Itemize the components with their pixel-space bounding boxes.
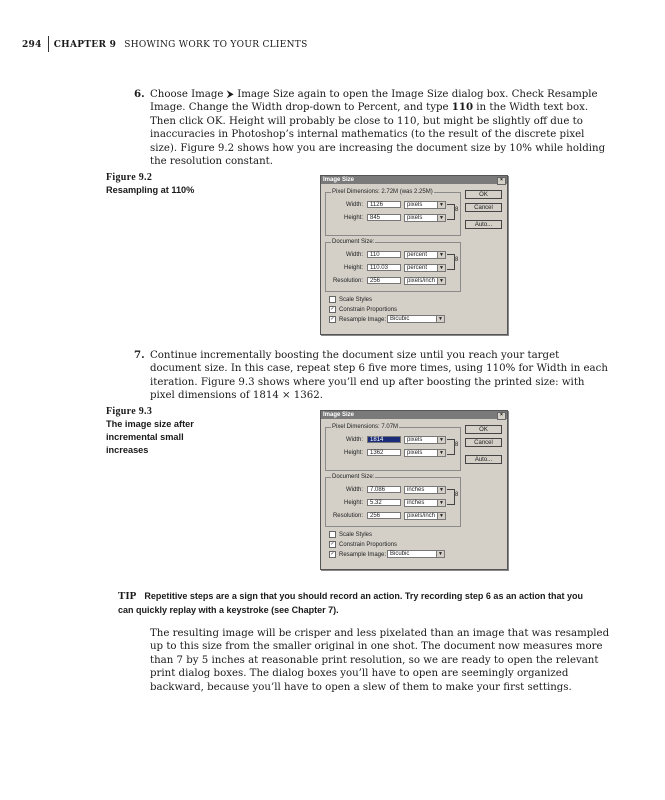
chevron-down-icon: ▼ bbox=[437, 500, 445, 506]
link-bracket bbox=[447, 204, 455, 220]
resample-method-select[interactable] bbox=[387, 550, 445, 558]
resample-label: Resample Image: bbox=[339, 551, 387, 558]
dialog-title-bar bbox=[321, 176, 507, 184]
step-6-text-b: in the Width text box. Then click OK. Height will probably be close to 110, but might be slightly off due to inaccuracies in Photoshop’s internal mathematics (to the result of the discrete pixel size). Figure 9.2 shows how you are increasing the document size by 10% while holding the resolution constant. bbox=[150, 102, 606, 168]
step-7-number: 7. bbox=[134, 349, 145, 361]
resample-checkbox[interactable] bbox=[329, 316, 386, 323]
resolution-input[interactable]: 256 bbox=[367, 277, 401, 284]
resolution-unit-value: pixels/inch bbox=[407, 513, 436, 519]
link-bracket bbox=[447, 254, 455, 270]
constrain-label: Constrain Proportions bbox=[339, 306, 398, 313]
height-unit-value: pixels bbox=[407, 215, 423, 221]
chevron-down-icon: ▼ bbox=[437, 437, 445, 443]
chevron-down-icon: ▼ bbox=[437, 215, 445, 221]
pixel-dimensions-label: Pixel Dimensions: 2.72M (was 2.25M) bbox=[332, 189, 433, 195]
chain-icon: 8 bbox=[455, 442, 459, 448]
chevron-down-icon: ▼ bbox=[437, 202, 445, 208]
chevron-down-icon: ▼ bbox=[437, 252, 445, 258]
close-icon[interactable]: × bbox=[497, 412, 506, 420]
chevron-down-icon: ▼ bbox=[436, 316, 444, 322]
width-unit-select[interactable] bbox=[404, 201, 446, 209]
dialog-title-bar bbox=[321, 411, 507, 419]
ok-button[interactable]: OK bbox=[465, 425, 502, 434]
resolution-unit-value: pixels/inch bbox=[407, 278, 436, 284]
figure-caption: The image size after incremental small increases bbox=[106, 419, 194, 455]
document-size-label: Document Size: bbox=[332, 239, 375, 245]
step-6-number: 6. bbox=[134, 88, 145, 100]
resample-label: Resample Image: bbox=[339, 316, 387, 323]
figure-caption: Resampling at 110% bbox=[106, 185, 195, 195]
page-number: 294 bbox=[22, 40, 42, 50]
chevron-down-icon: ▼ bbox=[436, 551, 444, 557]
chevron-down-icon: ▼ bbox=[437, 278, 445, 284]
height-unit-select[interactable] bbox=[404, 214, 446, 222]
doc-width-input[interactable]: 7.086 bbox=[367, 486, 401, 493]
width-unit-value: pixels bbox=[407, 202, 423, 208]
step-6-value: 110 bbox=[451, 101, 474, 114]
figure-label: Figure 9.2 bbox=[106, 172, 153, 183]
step-6-paragraph bbox=[134, 88, 610, 168]
link-bracket bbox=[447, 439, 455, 455]
checkbox-empty bbox=[329, 531, 336, 538]
width-label: Width: bbox=[345, 437, 363, 443]
scale-styles-checkbox[interactable] bbox=[329, 296, 372, 303]
doc-width-input[interactable]: 110 bbox=[367, 251, 401, 258]
pixel-dimensions-label: Pixel Dimensions: 7.07M bbox=[332, 424, 399, 430]
resolution-unit-select[interactable] bbox=[404, 277, 446, 285]
doc-height-label: Height: bbox=[343, 500, 363, 506]
scale-styles-checkbox[interactable] bbox=[329, 531, 372, 538]
header-divider bbox=[48, 36, 49, 52]
tip-text: Repetitive steps are a sign that you should record an action. Try recording step 6 as an action that you can quickly replay with a keystroke (see Chapter 7). bbox=[118, 591, 583, 615]
chevron-down-icon: ▼ bbox=[437, 487, 445, 493]
doc-height-input[interactable]: 110.03 bbox=[367, 264, 401, 271]
chevron-down-icon: ▼ bbox=[437, 513, 445, 519]
chain-icon: 8 bbox=[455, 492, 459, 498]
checkmark-icon: ✓ bbox=[330, 541, 335, 547]
height-input[interactable]: 1362 bbox=[367, 449, 401, 456]
chapter-title: SHOWING WORK TO YOUR CLIENTS bbox=[124, 40, 308, 50]
figure-9-3-caption bbox=[106, 405, 211, 457]
step-7-text: Continue incrementally boosting the document size until you reach your target document size. In this case, repeat step 6 five more times, using 110% for Width in each iteration. Figure 9.3 shows where you’ll end up after boosting the printed size: with pixel dimensions of 1814 × 1362. bbox=[150, 350, 608, 402]
image-size-dialog-2 bbox=[320, 410, 508, 570]
resample-method-value: Bicubic bbox=[390, 551, 410, 557]
figure-9-2-caption bbox=[106, 171, 211, 197]
scale-styles-label: Scale Styles bbox=[339, 296, 373, 303]
checkmark-icon: ✓ bbox=[330, 316, 335, 322]
running-header bbox=[22, 37, 308, 53]
figure-label: Figure 9.3 bbox=[106, 406, 153, 417]
chain-icon: 8 bbox=[455, 257, 459, 263]
step-7-paragraph bbox=[134, 349, 610, 403]
doc-width-label: Width: bbox=[345, 252, 363, 258]
doc-width-unit-select[interactable] bbox=[404, 251, 446, 259]
resample-checkbox[interactable] bbox=[329, 551, 386, 558]
close-icon[interactable]: × bbox=[497, 177, 506, 185]
width-unit-select[interactable] bbox=[404, 436, 446, 444]
width-unit-value: pixels bbox=[407, 437, 423, 443]
resolution-unit-select[interactable] bbox=[404, 512, 446, 520]
cancel-button[interactable]: Cancel bbox=[465, 438, 502, 447]
scale-styles-label: Scale Styles bbox=[339, 531, 373, 538]
doc-height-unit-select[interactable] bbox=[404, 264, 446, 272]
step-6-text-a: Choose Image ⮞ Image Size again to open the Image Size dialog box. Check Resample Image. Change the Width drop-down to Percent, and type bbox=[150, 89, 598, 114]
chapter-label: CHAPTER 9 bbox=[53, 40, 117, 50]
link-bracket bbox=[447, 489, 455, 505]
height-unit-select[interactable] bbox=[404, 449, 446, 457]
document-size-label: Document Size: bbox=[332, 474, 375, 480]
doc-height-unit-value: percent bbox=[407, 265, 428, 271]
height-label: Height: bbox=[343, 450, 363, 456]
auto-button[interactable]: Auto... bbox=[465, 455, 502, 464]
chain-icon: 8 bbox=[455, 207, 459, 213]
auto-button[interactable]: Auto... bbox=[465, 220, 502, 229]
ok-button[interactable]: OK bbox=[465, 190, 502, 199]
resample-method-select[interactable] bbox=[387, 315, 445, 323]
resolution-input[interactable]: 256 bbox=[367, 512, 401, 519]
width-input[interactable]: 1126 bbox=[367, 201, 401, 208]
resolution-label: Resolution: bbox=[332, 513, 363, 519]
checkmark-icon: ✓ bbox=[330, 551, 335, 557]
image-size-dialog-1 bbox=[320, 175, 508, 335]
tip-label: TIP bbox=[118, 590, 137, 602]
width-input[interactable]: 1814 bbox=[367, 436, 401, 443]
width-label: Width: bbox=[345, 202, 363, 208]
chevron-down-icon: ▼ bbox=[437, 265, 445, 271]
doc-height-label: Height: bbox=[343, 265, 363, 271]
tip-box bbox=[118, 589, 588, 617]
constrain-label: Constrain Proportions bbox=[339, 541, 398, 548]
cancel-button[interactable]: Cancel bbox=[465, 203, 502, 212]
height-input[interactable]: 845 bbox=[367, 214, 401, 221]
chevron-down-icon: ▼ bbox=[437, 450, 445, 456]
height-label: Height: bbox=[343, 215, 363, 221]
doc-width-label: Width: bbox=[345, 487, 363, 493]
checkmark-icon: ✓ bbox=[330, 306, 335, 312]
closing-paragraph: The resulting image will be crisper and less pixelated than an image that was resampled up to this size from the smaller original in one shot. The document now measures more than 7 by 5 inches at reasonable print resolution, so we are ready to open the relevant print dialog boxes. The dialog boxes you’ll have to open are seemingly organized backward, because you’ll have to open a slew of them to make your first settings. bbox=[150, 628, 610, 693]
doc-height-unit-select[interactable] bbox=[404, 499, 446, 507]
constrain-checkbox[interactable] bbox=[329, 541, 397, 548]
doc-width-unit-select[interactable] bbox=[404, 486, 446, 494]
doc-width-unit-value: inches bbox=[407, 487, 425, 493]
resample-method-value: Bicubic bbox=[390, 316, 410, 322]
doc-height-input[interactable]: 5.32 bbox=[367, 499, 401, 506]
doc-width-unit-value: percent bbox=[407, 252, 428, 258]
doc-height-unit-value: inches bbox=[407, 500, 425, 506]
constrain-checkbox[interactable] bbox=[329, 306, 397, 313]
checkbox-empty bbox=[329, 296, 336, 303]
dialog-title: Image Size bbox=[323, 412, 355, 418]
resolution-label: Resolution: bbox=[332, 278, 363, 284]
height-unit-value: pixels bbox=[407, 450, 423, 456]
dialog-title: Image Size bbox=[323, 177, 355, 183]
